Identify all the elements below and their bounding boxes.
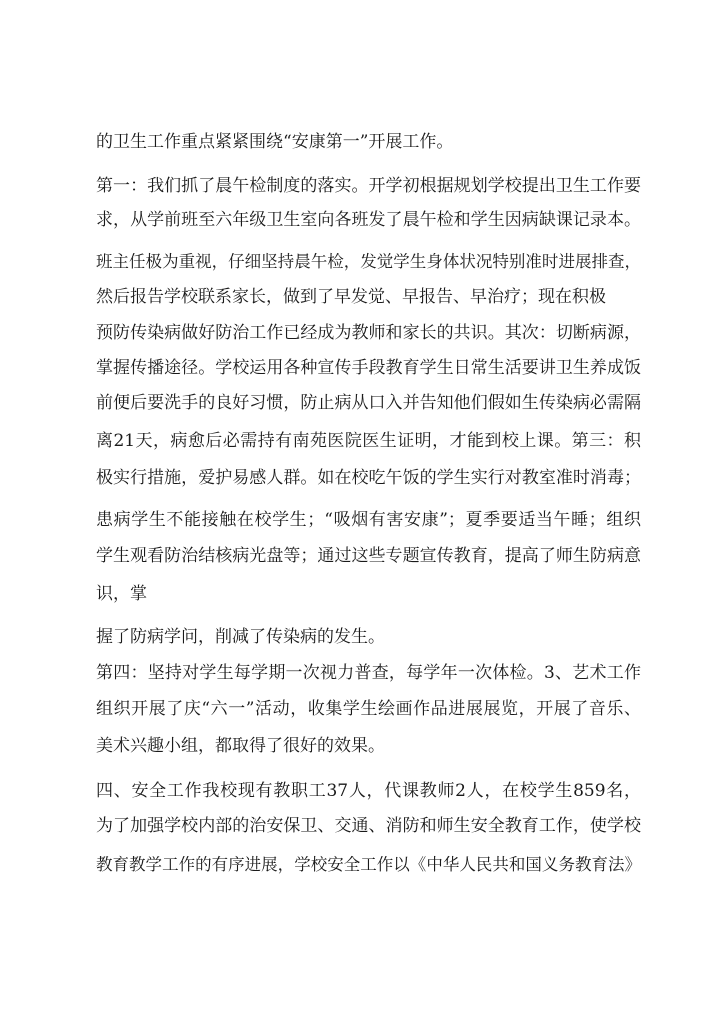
text-line-14: 握了防病学问，削减了传染病的发生。 bbox=[96, 627, 385, 647]
text-line-10: 极实行措施，爱护易感人群。如在校吃午饭的学生实行对教室准时消毒； bbox=[96, 468, 641, 488]
text-line-9: 离21天，病愈后必需持有南苑医院医生证明，才能到校上课。第三：积 bbox=[96, 431, 641, 451]
text-line-20: 教育教学工作的有序进展，学校安全工作以《中华人民共和国义务教育法》 bbox=[96, 855, 641, 874]
text-line-17: 美术兴趣小组，都取得了很好的效果。 bbox=[96, 736, 385, 756]
text-line-11: 患病学生不能接触在校学生；“吸烟有害安康”；夏季要适当午睡；组织 bbox=[96, 510, 641, 530]
text-line-19: 为了加强学校内部的治安保卫、交通、消防和师生安全教育工作，使学校 bbox=[96, 816, 641, 836]
text-line-7: 掌握传播途径。学校运用各种宣传手段教育学生日常生活要讲卫生养成饭 bbox=[96, 358, 641, 378]
text-line-3: 求，从学前班至六年级卫生室向各班发了晨午检和学生因病缺课记录本。 bbox=[96, 210, 641, 230]
text-line-2: 第一：我们抓了晨午检制度的落实。开学初根据规划学校提出卫生工作要 bbox=[96, 176, 641, 196]
text-line-12: 学生观看防治结核病光盘等；通过这些专题宣传教育，提高了师生防病意 bbox=[96, 546, 641, 566]
text-line-13: 识，掌 bbox=[96, 584, 147, 604]
text-line-8: 前便后要洗手的良好习惯，防止病从口入并告知他们假如生传染病必需隔 bbox=[96, 393, 641, 413]
text-line-5: 然后报告学校联系家长，做到了早发觉、早报告、早治疗；现在积极 bbox=[96, 287, 606, 307]
text-line-18: 四、安全工作我校现有教职工37人，代课教师2人，在校学生859名， bbox=[96, 781, 641, 801]
text-line-15: 第四：坚持对学生每学期一次视力普查，每学年一次体检。3、艺术工作 bbox=[96, 663, 641, 683]
text-line-16: 组织开展了庆“六一”活动，收集学生绘画作品进展展览，开展了音乐、 bbox=[96, 699, 641, 719]
text-line-1: 的卫生工作重点紧紧围绕“安康第一”开展工作。 bbox=[96, 132, 454, 152]
text-line-4: 班主任极为重视，仔细坚持晨午检，发觉学生身体状况特别准时进展排查， bbox=[96, 252, 641, 271]
text-line-6: 预防传染病做好防治工作已经成为教师和家长的共识。其次：切断病源， bbox=[96, 323, 641, 343]
